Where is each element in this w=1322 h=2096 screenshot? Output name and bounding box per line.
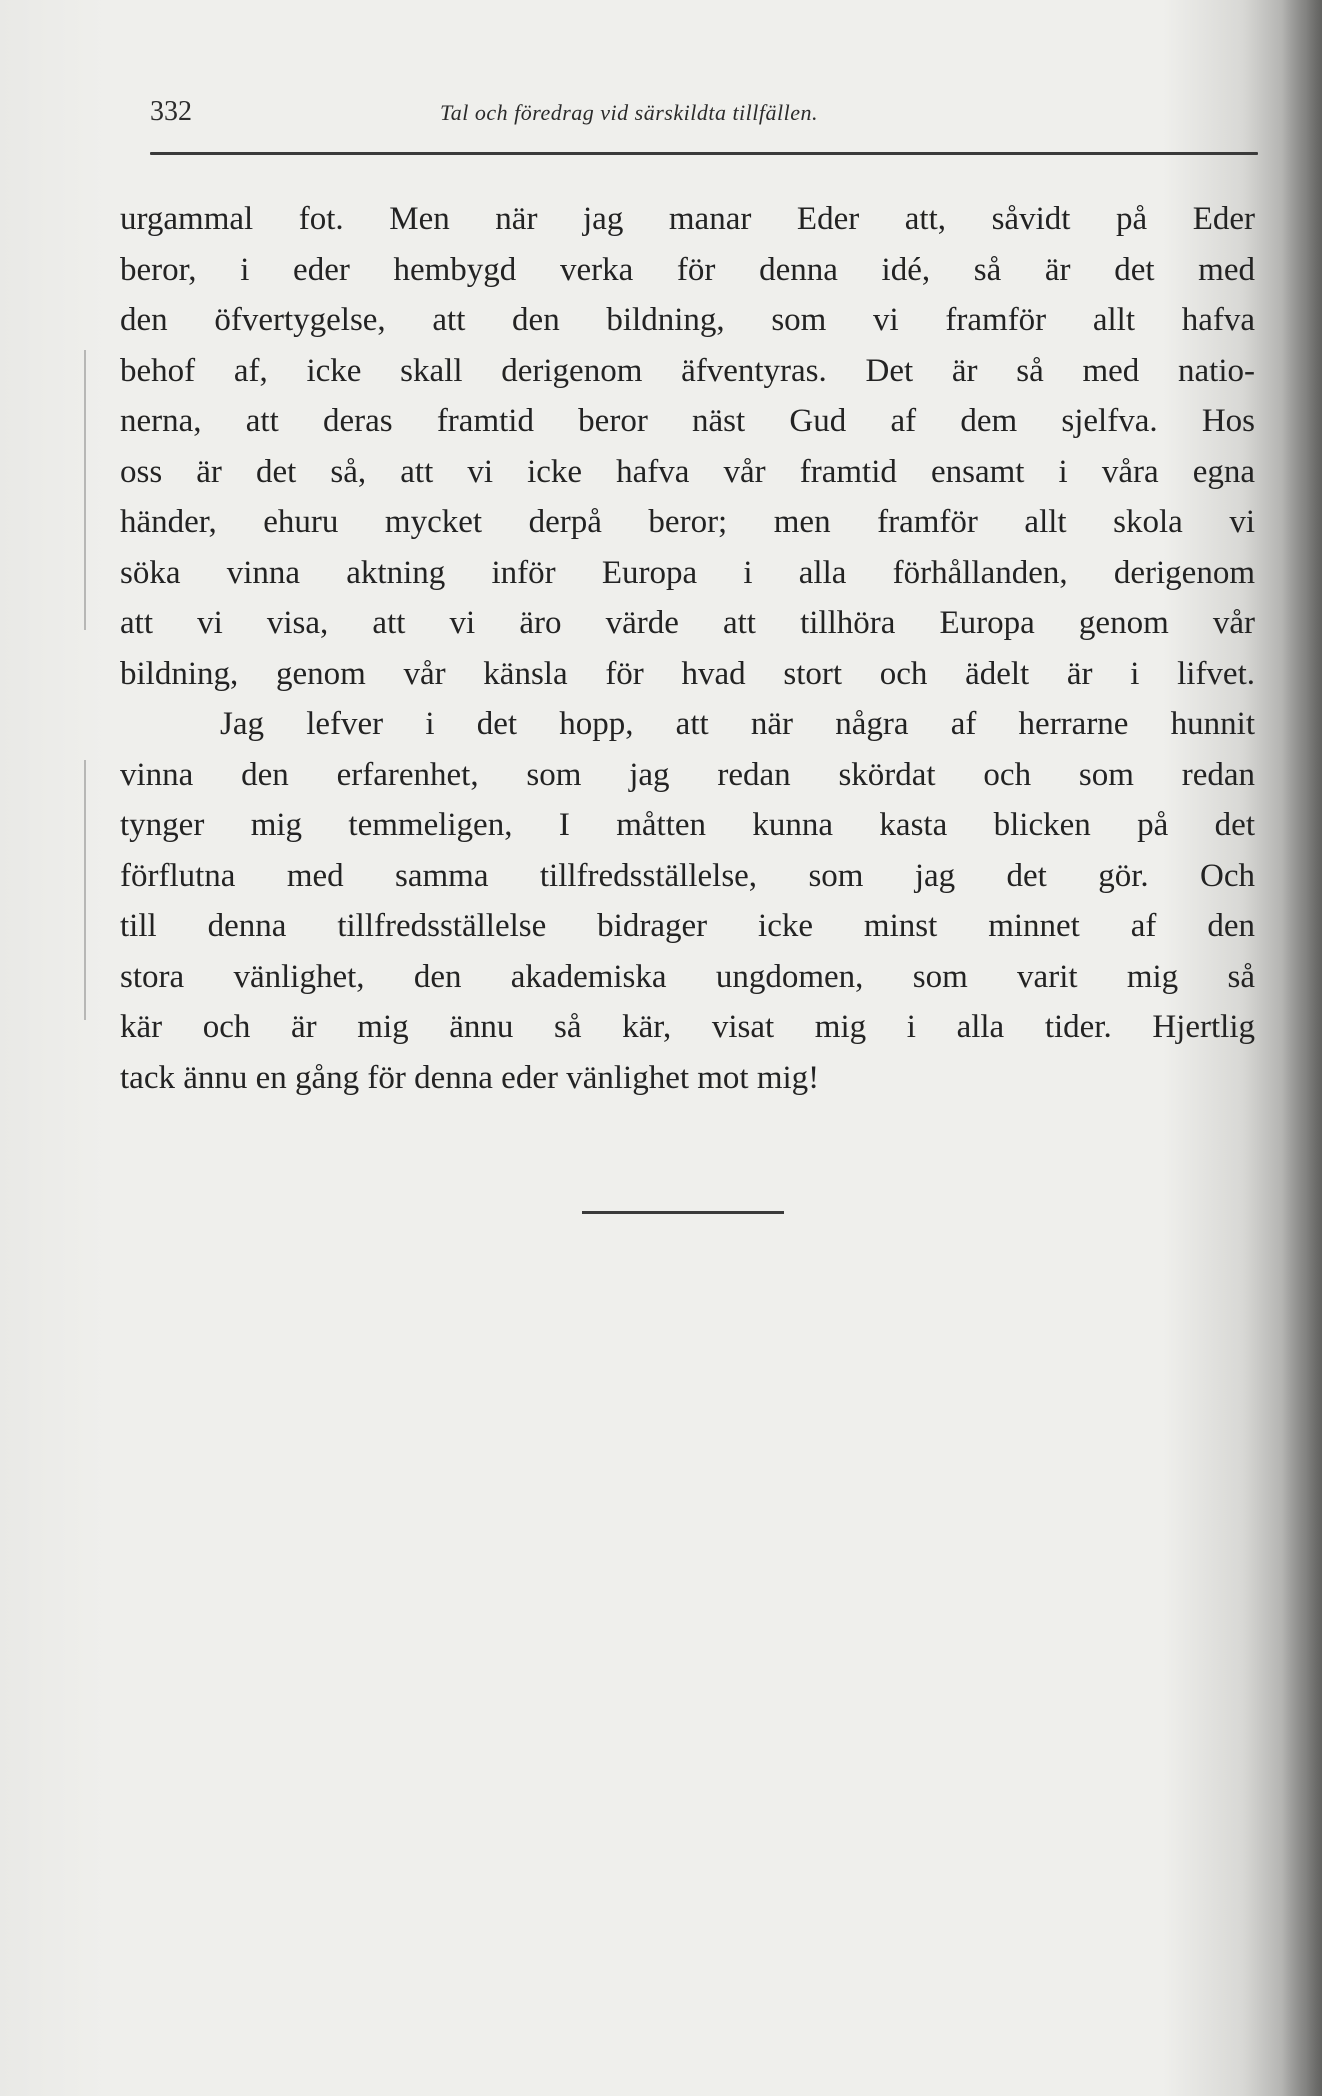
margin-line: [84, 760, 86, 1020]
text-line: händer, ehuru mycket derpå beror; men framför allt skola vi: [120, 504, 1255, 540]
text-line: urgammal fot. Men när jag manar Eder att, såvidt på Eder: [120, 201, 1255, 237]
text-line: oss är det så, att vi icke hafva vår framtid ensamt i våra egna: [120, 453, 1255, 490]
text-line: behof af, icke skall derigenom äfventyras. Det är så med natio-: [120, 352, 1255, 389]
margin-line: [84, 350, 86, 630]
section-end-rule: [582, 1211, 784, 1214]
header-rule: [150, 152, 1258, 155]
text-line: Jag lefver i det hopp, att när några af herrarne hunnit: [220, 706, 1255, 742]
text-line: att vi visa, att vi äro värde att tillhöra Europa genom vår: [120, 605, 1255, 641]
text-line: förflutna med samma tillfredsställelse, som jag det gör. Och: [120, 857, 1255, 894]
text-line: tynger mig temmeligen, I måtten kunna kasta blicken på det: [120, 807, 1255, 843]
text-line: till denna tillfredsställelse bidrager icke minst minnet af den: [120, 908, 1255, 944]
text-line: söka vinna aktning inför Europa i alla förhållanden, derigenom: [120, 554, 1255, 591]
text-line: kär och är mig ännu så kär, visat mig i alla tider. Hjertlig: [120, 1009, 1255, 1045]
text-line: stora vänlighet, den akademiska ungdomen, som varit mig så: [120, 958, 1255, 995]
running-title: Tal och föredrag vid särskildta tillfällen.: [440, 100, 818, 125]
page-edge-shadow: [1282, 0, 1322, 2096]
text-line: beror, i eder hembygd verka för denna idé, så är det med: [120, 251, 1255, 288]
text-line: nerna, att deras framtid beror näst Gud af dem sjelfva. Hos: [120, 403, 1255, 439]
page-number: 332: [150, 96, 192, 127]
text-line: den öfvertygelse, att den bildning, som vi framför allt hafva: [120, 302, 1255, 338]
text-line: bildning, genom vår känsla för hvad stort och ädelt är i lifvet.: [120, 655, 1255, 692]
text-line: vinna den erfarenhet, som jag redan skördat och som redan: [120, 756, 1255, 793]
text-line: tack ännu en gång för denna eder vänlighet mot mig!: [120, 1059, 820, 1096]
page-header: [150, 96, 1260, 136]
body-text: [120, 194, 1255, 1103]
